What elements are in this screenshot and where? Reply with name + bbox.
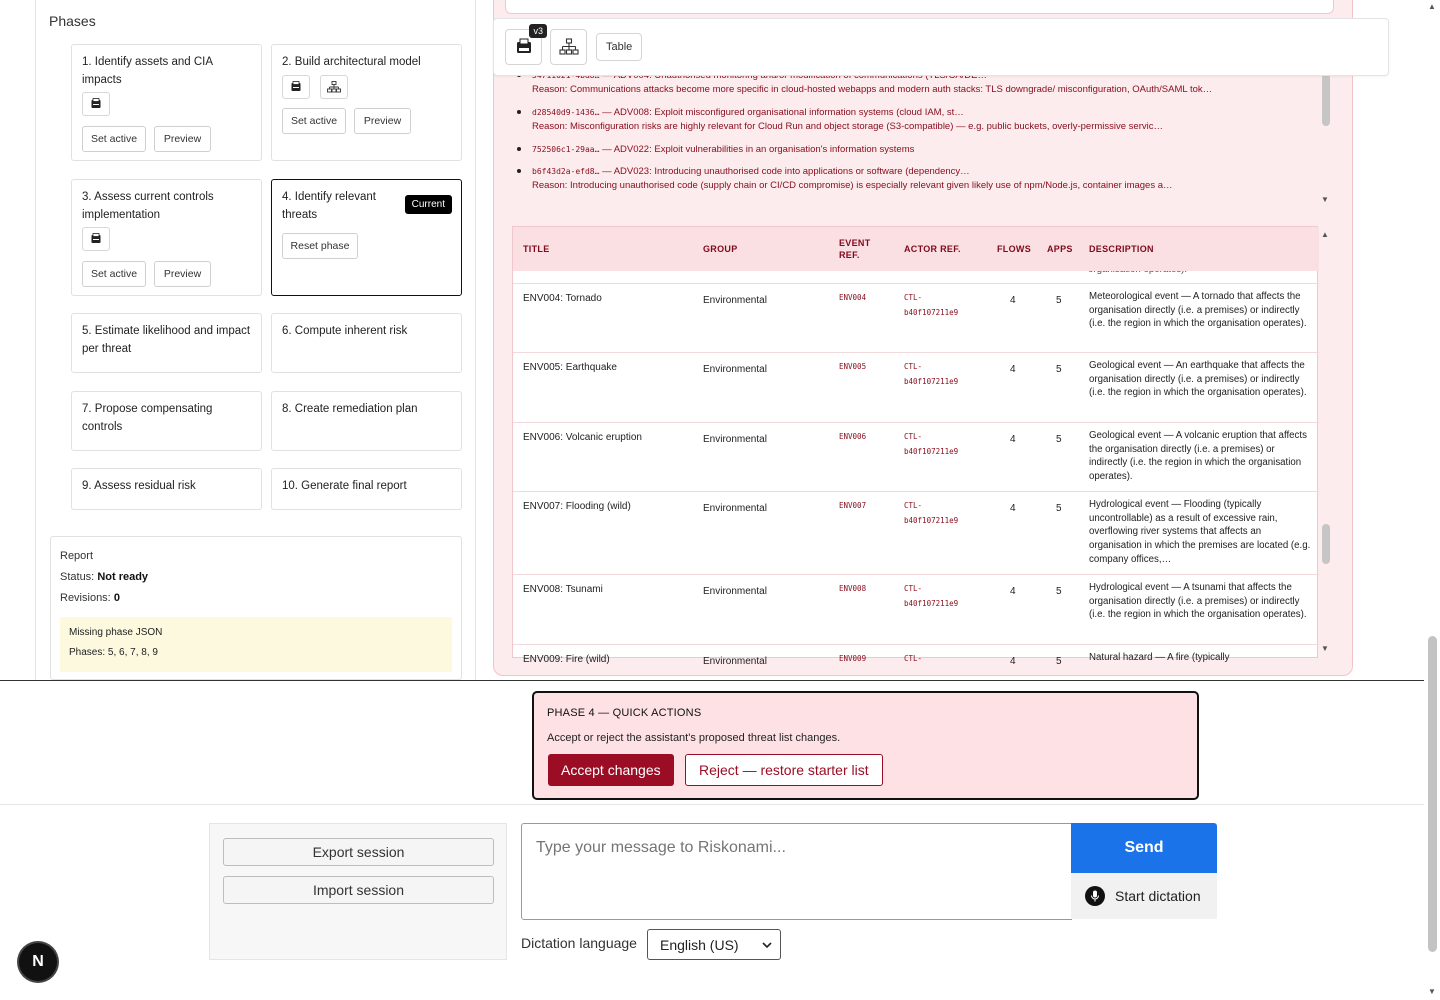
cell-event: ENV009: [839, 654, 867, 663]
phase-card-6[interactable]: [271, 313, 462, 373]
cell-description: Natural hazard — A fire (typically: [1089, 652, 1230, 663]
report-status: [60, 569, 452, 590]
reason-title: [532, 142, 1318, 164]
col-title: TITLE: [523, 244, 550, 254]
json-view-button[interactable]: [505, 26, 543, 65]
table-row[interactable]: [513, 574, 1319, 644]
cell-apps: 5: [1056, 364, 1062, 375]
preview-button[interactable]: Preview: [354, 108, 411, 134]
reason-list: [512, 66, 1318, 210]
scroll-up-icon[interactable]: ▲: [1428, 2, 1436, 11]
phase-name: 9. Assess residual risk: [82, 480, 196, 492]
report-box: [50, 536, 462, 680]
col-event-ref-line1: EVENT: [839, 238, 871, 248]
status-label: Status:: [60, 571, 95, 583]
reason-id: d28540d9-1436…: [532, 108, 600, 117]
section-divider: [0, 804, 1424, 805]
actor-line2: b40f107211e9: [904, 308, 959, 317]
reason-heading: — ADV008: Exploit misconfigured organisational information systems (cloud IAM, st…: [602, 107, 964, 118]
reason-title: [532, 105, 1318, 120]
list-item: [512, 164, 1318, 201]
cell-actor: CTL-: [904, 654, 923, 663]
phase-card-10[interactable]: [271, 468, 462, 510]
cell-actor: [904, 359, 958, 389]
threat-table: [512, 226, 1318, 667]
table-row[interactable]: [513, 283, 1319, 353]
cell-flows: 4: [1010, 364, 1016, 375]
set-active-button[interactable]: Set active: [282, 108, 346, 134]
current-badge: Current: [405, 195, 452, 214]
import-session-button[interactable]: Import session: [223, 876, 494, 904]
phase-name: 6. Compute inherent risk: [282, 325, 408, 337]
message-input[interactable]: [521, 823, 1072, 920]
cell-group: Environmental: [703, 295, 767, 306]
missing-phases: Phases: 5, 6, 7, 8, 9: [69, 647, 158, 658]
list-item: [512, 105, 1318, 142]
cell-flows: 4: [1010, 434, 1016, 445]
accept-changes-button[interactable]: Accept changes: [548, 754, 674, 786]
reason-id: b6f43d2a-efd8…: [532, 167, 600, 176]
cell-apps: 5: [1056, 503, 1062, 514]
actor-line2: b40f107211e9: [904, 516, 959, 525]
revisions-label: Revisions:: [60, 592, 111, 604]
scroll-up-icon[interactable]: ▲: [1321, 230, 1329, 239]
reason-text: Reason: Misconfiguration risks are highly relevant for Cloud Run and object storage (S3-compatible) — e.g. public buckets, overly-permissive servic…: [532, 121, 1163, 132]
section-divider: [0, 680, 1424, 681]
col-event-ref: [839, 227, 871, 271]
export-session-button[interactable]: Export session: [223, 838, 494, 866]
missing-phase-notice: [60, 617, 452, 672]
phase-name: 3. Assess current controls implementation: [82, 191, 214, 221]
cell-description: Meteorological event — A tornado that affects the organisation directly (i.e. a premises) or indirectly (i.e. the region in which the organisation operates).: [1089, 291, 1307, 330]
phase-name: 10. Generate final report: [282, 480, 407, 492]
json-file-icon: [515, 38, 533, 56]
scroll-down-icon[interactable]: ▼: [1321, 195, 1329, 204]
cell-title: ENV008: Tsunami: [523, 584, 603, 595]
reject-changes-button[interactable]: Reject — restore starter list: [685, 754, 883, 786]
reason-text: Reason: Communications attacks become more specific in cloud-hosted webapps and modern auth stacks: TLS downgrade/ misconfiguration, OAuth/SAML tok…: [532, 84, 1213, 95]
phase-card-9[interactable]: [71, 468, 262, 510]
actor-line1: CTL-: [904, 293, 923, 302]
scroll-down-icon[interactable]: ▼: [1428, 987, 1436, 996]
missing-title: Missing phase JSON: [69, 627, 163, 638]
cell-flows: 4: [1010, 656, 1016, 667]
phase-name: 8. Create remediation plan: [282, 403, 418, 415]
architecture-diagram-icon[interactable]: [320, 75, 348, 99]
phase-card-7[interactable]: [71, 391, 262, 451]
diagram-view-button[interactable]: [550, 29, 587, 65]
phase-card-8[interactable]: [271, 391, 462, 451]
table-row[interactable]: [513, 422, 1319, 492]
cell-description: Hydrological event — A tsunami that affects the organisation directly (i.e. a premises) or indirectly (i.e. the region in which the organisation operates).: [1089, 582, 1307, 621]
report-revisions: [60, 590, 452, 611]
reason-title: [532, 164, 1318, 179]
cell-group: Environmental: [703, 434, 767, 445]
avatar[interactable]: N: [19, 943, 57, 981]
microphone-icon: [1085, 886, 1105, 906]
col-description: DESCRIPTION: [1089, 244, 1154, 254]
phase-name: 7. Propose compensating controls: [82, 403, 213, 433]
phase-card-4[interactable]: [271, 179, 462, 296]
phase-card-2[interactable]: [271, 44, 462, 161]
cell-group: Environmental: [703, 503, 767, 514]
cell-event: ENV005: [839, 362, 867, 371]
table-header: [513, 227, 1319, 271]
cell-flows: 4: [1010, 295, 1016, 306]
col-event-ref-line2: REF.: [839, 250, 860, 260]
cell-description: Hydrological event — Flooding (typically uncontrollable) as a result of excessive rain, overflowing river systems that affects an organisation in which the premises are located (e.g. company offices,…: [1089, 499, 1311, 565]
col-actor-ref: ACTOR REF.: [904, 244, 961, 254]
col-flows: FLOWS: [997, 244, 1031, 254]
cell-group: Environmental: [703, 656, 767, 667]
cell-event: ENV007: [839, 501, 867, 510]
send-button[interactable]: Send: [1071, 823, 1217, 873]
actor-line1: CTL-: [904, 432, 923, 441]
quick-actions-title: PHASE 4 — QUICK ACTIONS: [547, 707, 702, 719]
cell-title: ENV004: Tornado: [523, 293, 602, 304]
quick-actions-panel: [532, 691, 1199, 800]
col-apps: APPS: [1047, 244, 1073, 254]
dictation-language-select[interactable]: [647, 929, 781, 960]
phase-name: 1. Identify assets and CIA impacts: [82, 56, 213, 86]
cell-actor: [904, 498, 958, 528]
view-toolbar: [493, 18, 1389, 76]
actor-line1: CTL-: [904, 501, 923, 510]
cell-description: Geological event — A volcanic eruption that affects the organisation directly (i.e. a premises) or indirectly (i.e. the region in which the organisation operates).: [1089, 430, 1307, 483]
cell-group: Environmental: [703, 586, 767, 597]
cell-title: ENV006: Volcanic eruption: [523, 432, 642, 443]
cell-apps: 5: [1056, 586, 1062, 597]
set-active-button[interactable]: Set active: [82, 261, 146, 287]
set-active-button[interactable]: Set active: [82, 126, 146, 152]
cell-flows: 4: [1010, 503, 1016, 514]
reason-id: 752506c1-29aa…: [532, 145, 600, 154]
cell-title: ENV009: Fire (wild): [523, 654, 610, 665]
preview-button[interactable]: Preview: [154, 126, 211, 152]
reason-text: Reason: Introducing unauthorised code (supply chain or CI/CD compromise) is especially relevant given likely use of npm/Node.js, container images a…: [532, 180, 1173, 191]
panel-top-strip: [505, 0, 1334, 14]
reset-phase-button[interactable]: Reset phase: [282, 233, 358, 259]
reason-heading: — ADV023: Introducing unauthorised code into applications or software (dependency…: [602, 166, 970, 177]
col-group: GROUP: [703, 244, 738, 254]
cell-group: Environmental: [703, 364, 767, 375]
cell-actor: [904, 429, 958, 459]
revisions-value: 0: [113, 592, 120, 604]
cell-apps: 5: [1056, 434, 1062, 445]
table-row[interactable]: [513, 491, 1319, 574]
cell-flows: 4: [1010, 586, 1016, 597]
version-badge: v3: [529, 24, 547, 38]
actor-line1: CTL-: [904, 362, 923, 371]
cell-event: ENV004: [839, 293, 867, 302]
session-panel: [209, 823, 507, 960]
report-title: Report: [60, 550, 94, 562]
dictation-language-label: Dictation language: [521, 935, 637, 951]
phase-card-1[interactable]: [71, 44, 262, 161]
dictation-label: Start dictation: [1115, 888, 1201, 904]
actor-line1: CTL-: [904, 584, 923, 593]
phases-title: Phases: [49, 13, 96, 29]
reason-heading: — ADV022: Exploit vulnerabilities in an organisation's information systems: [602, 144, 915, 155]
cell-description: Geological event — An earthquake that affects the organisation directly (i.e. a premises) or indirectly (i.e. the region in which the organisation operates).: [1089, 360, 1307, 399]
list-item: [512, 142, 1318, 164]
cell-actor: [904, 290, 958, 320]
cell-event: ENV006: [839, 432, 867, 441]
cell-apps: 5: [1056, 656, 1062, 667]
chevron-down-icon: [762, 942, 772, 948]
phase-name: 4. Identify relevant threats: [282, 191, 376, 221]
architecture-diagram-icon: [559, 38, 579, 56]
table-view-button[interactable]: Table: [596, 33, 642, 61]
json-file-icon[interactable]: [282, 75, 310, 99]
cell-actor: [904, 581, 958, 611]
actor-line2: b40f107211e9: [904, 377, 959, 386]
quick-actions-subtitle: Accept or reject the assistant's proposed threat list changes.: [547, 732, 841, 744]
cell-apps: 5: [1056, 295, 1062, 306]
table-row[interactable]: [513, 352, 1319, 422]
cell-title: ENV007: Flooding (wild): [523, 501, 631, 512]
actor-line2: b40f107211e9: [904, 599, 959, 608]
json-file-icon[interactable]: [82, 227, 110, 251]
start-dictation-button[interactable]: [1071, 873, 1217, 919]
dictation-language-value: English (US): [660, 936, 739, 953]
preview-button[interactable]: Preview: [154, 261, 211, 287]
phase-card-3[interactable]: [71, 179, 262, 296]
cell-event: ENV008: [839, 584, 867, 593]
table-scrollbar[interactable]: [1322, 524, 1330, 564]
scroll-down-icon[interactable]: ▼: [1321, 644, 1329, 653]
phase-card-5[interactable]: [71, 313, 262, 373]
actor-line2: b40f107211e9: [904, 447, 959, 456]
page-scroll-thumb[interactable]: [1428, 636, 1437, 952]
reason-scrollbar[interactable]: [1322, 74, 1330, 126]
phase-name: 5. Estimate likelihood and impact per threat: [82, 325, 251, 355]
cell-title: ENV005: Earthquake: [523, 362, 617, 373]
json-file-icon[interactable]: [82, 92, 110, 116]
table-row[interactable]: [513, 644, 1319, 674]
phase-name: 2. Build architectural model: [282, 56, 421, 68]
status-value: Not ready: [97, 571, 149, 583]
